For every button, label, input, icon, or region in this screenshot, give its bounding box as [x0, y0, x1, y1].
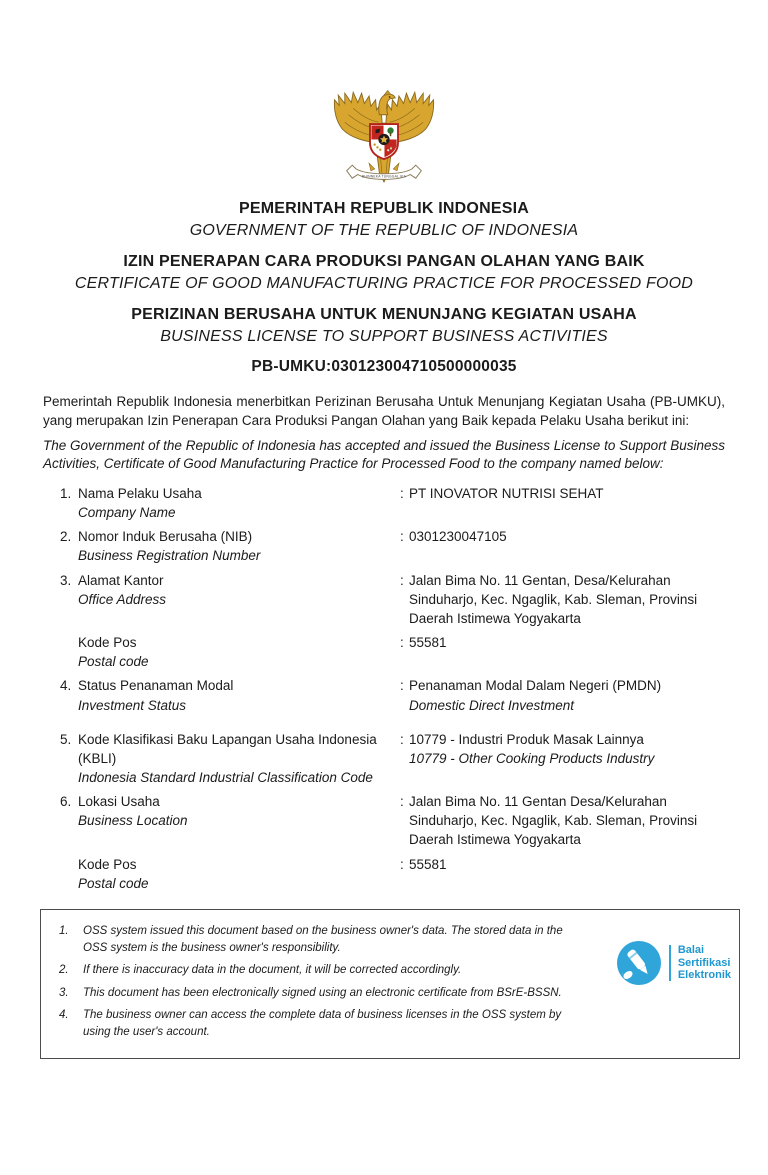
colon-separator: : [400, 529, 404, 545]
field-value-en: Domestic Direct Investment [409, 697, 575, 713]
note-number: 4. [59, 1008, 69, 1021]
field-row-office-postal-code [60, 633, 725, 671]
note-text: The business owner can access the complete data of business licenses in the OSS system by using the user's account. [83, 1008, 562, 1039]
field-label-en: Investment Status [78, 697, 187, 713]
field-row-company-name [60, 484, 725, 522]
colon-separator: : [400, 794, 404, 810]
bsre-logo-text [678, 944, 731, 982]
document-header [43, 198, 725, 376]
field-label-en: Business Registration Number [78, 548, 261, 564]
colon-separator: : [400, 635, 404, 651]
field-value: Jalan Bima No. 11 Gentan Desa/Kelurahan Sinduharjo, Kec. Ngaglik, Kab. Sleman, Provinsi Daerah Istimewa Yogyakarta [409, 794, 698, 848]
field-label-en: Office Address [78, 591, 167, 607]
field-label-id: Nomor Induk Berusaha (NIB) [78, 529, 253, 545]
field-row-business-postal-code [60, 855, 725, 893]
field-value: PT INOVATOR NUTRISI SEHAT [409, 485, 604, 501]
note-number: 2. [59, 964, 69, 977]
field-label-en: Postal code [78, 654, 149, 670]
field-label-id: Kode Pos [78, 856, 137, 872]
bsre-logo-separator [669, 945, 671, 981]
government-name-en: GOVERNMENT OF THE REPUBLIC OF INDONESIA [189, 222, 579, 240]
field-label-id: Kode Klasifikasi Baku Lapangan Usaha Indonesia (KBLI) [78, 731, 377, 766]
field-label-id: Lokasi Usaha [78, 794, 160, 810]
field-label-en: Indonesia Standard Industrial Classification Code [78, 770, 373, 785]
note-text: This document has been electronically signed using an electronic certificate from BSrE-BSSN. [83, 986, 562, 999]
intro-section [43, 393, 725, 474]
bsre-logo-line3: Elektronik [677, 969, 731, 982]
row-number: 5. [60, 731, 72, 747]
bsre-logo [616, 940, 731, 986]
field-value: 55581 [409, 635, 447, 651]
note-item [59, 923, 589, 958]
field-value: Jalan Bima No. 11 Gentan, Desa/Kelurahan Sinduharjo, Kec. Ngaglik, Kab. Sleman, Provinsi Daerah Istimewa Yogyakarta [409, 572, 698, 626]
field-row-business-location [60, 792, 725, 849]
note-number: 3. [59, 986, 69, 999]
field-row-nib [60, 527, 725, 565]
field-value: 0301230047105 [409, 529, 507, 545]
bsre-pen-icon [616, 940, 662, 986]
license-number: PB-UMKU:030123004710500000035 [251, 358, 517, 376]
garuda-motto: BHINNEKA TUNGGAL IKA [361, 174, 407, 179]
bsre-logo-line1: Balai [677, 943, 705, 956]
note-number: 1. [59, 924, 69, 937]
colon-separator: : [400, 572, 404, 588]
field-row-investment-status [60, 676, 725, 714]
license-type-en: BUSINESS LICENSE TO SUPPORT BUSINESS ACTIVITIES [160, 328, 608, 346]
field-value-en: 10779 - Other Cooking Products Industry [409, 750, 655, 766]
field-row-kbli [60, 730, 725, 787]
note-item [59, 1007, 589, 1042]
field-label-en: Postal code [78, 875, 149, 891]
field-label-id: Nama Pelaku Usaha [78, 485, 202, 501]
document-page [0, 88, 768, 1059]
row-number [60, 633, 78, 671]
row-number [60, 855, 78, 893]
certificate-title-en: CERTIFICATE OF GOOD MANUFACTURING PRACTICE FOR PROCESSED FOOD [74, 275, 694, 293]
certificate-title-id: IZIN PENERAPAN CARA PRODUKSI PANGAN OLAHAN YANG BAIK [123, 253, 645, 271]
row-number: 4. [60, 678, 72, 694]
note-text: If there is inaccuracy data in the document, it will be corrected accordingly. [83, 964, 462, 977]
field-value: Penanaman Modal Dalam Negeri (PMDN) [409, 678, 662, 694]
intro-paragraph-id: Pemerintah Republik Indonesia menerbitkan Perizinan Berusaha Untuk Menunjang Kegiatan Usaha (PB-UMKU), yang merupakan Izin Penerapan Cara Produksi Pangan Olahan yang Baik kepada Pelaku Usaha berikut ini: [43, 394, 725, 429]
row-number: 2. [60, 529, 72, 545]
government-name-id: PEMERINTAH REPUBLIK INDONESIA [239, 200, 529, 217]
colon-separator: : [400, 485, 404, 501]
colon-separator: : [400, 731, 404, 747]
bsre-logo-line2: Sertifikasi [677, 956, 731, 969]
field-label-id: Kode Pos [78, 635, 137, 651]
license-type-id: PERIZINAN BERUSAHA UNTUK MENUNJANG KEGIATAN USAHA [131, 306, 637, 324]
field-label-id: Status Penanaman Modal [78, 678, 234, 694]
note-text: OSS system issued this document based on the business owner's data. The stored data in the OSS system is the business owner's responsibility. [83, 924, 563, 955]
field-list [43, 484, 725, 893]
row-number: 1. [60, 485, 72, 501]
colon-separator: : [400, 856, 404, 872]
colon-separator: : [400, 678, 404, 694]
note-item [59, 962, 589, 979]
footer-notes-box [40, 909, 740, 1060]
garuda-pancasila-emblem [328, 88, 440, 190]
field-row-office-address [60, 571, 725, 628]
note-item [59, 985, 589, 1002]
field-value: 55581 [409, 856, 447, 872]
field-value: 10779 - Industri Produk Masak Lainnya [409, 731, 644, 747]
field-label-en: Company Name [78, 505, 176, 521]
row-number: 3. [60, 572, 72, 588]
intro-paragraph-en: The Government of the Republic of Indonesia has accepted and issued the Business License to Support Business Activities, Certificate of Good Manufacturing Practice for Processed Food to the company named below: [43, 437, 725, 472]
field-label-en: Business Location [78, 813, 188, 829]
field-label-id: Alamat Kantor [78, 572, 164, 588]
row-number: 6. [60, 794, 72, 810]
